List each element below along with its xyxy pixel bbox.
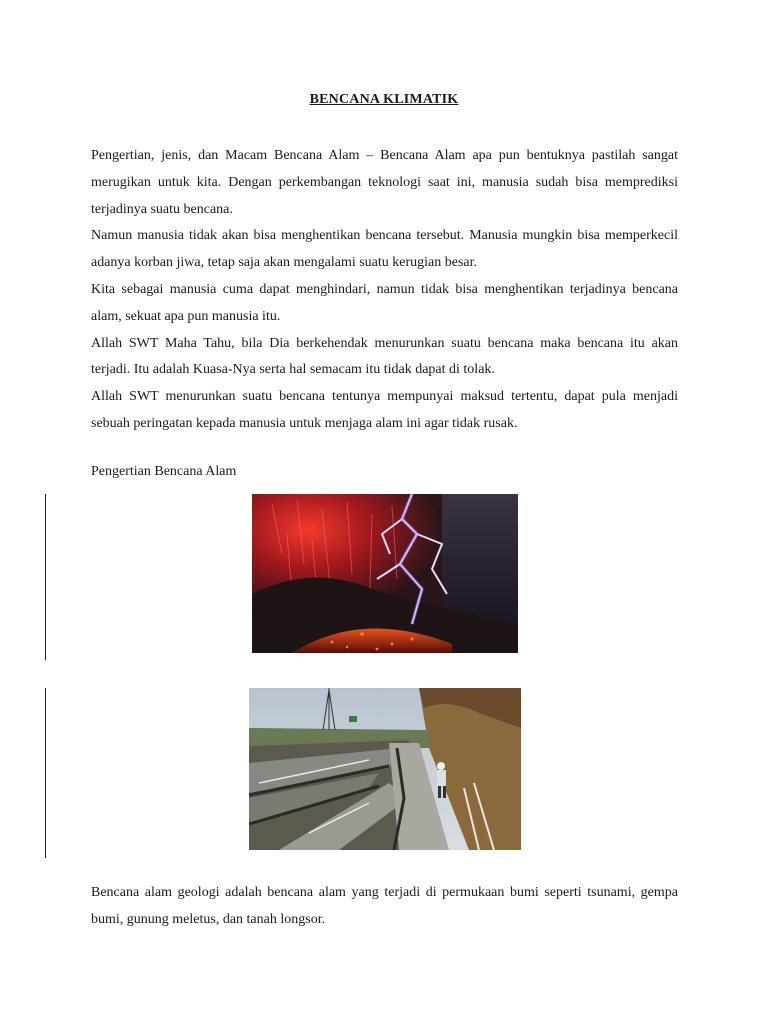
paragraph: Allah SWT Maha Tahu, bila Dia berkehendak menurunkan suatu bencana maka bencana itu akan terjadi. Itu adalah Kuasa-Nya serta hal semacam itu tidak dapat di tolak. xyxy=(91,335,678,378)
paragraph: Kita sebagai manusia cuma dapat menghindari, namun tidak bisa menghentikan terjadinya bencana alam, sekuat apa pun manusia itu. xyxy=(91,281,678,324)
page-title: BENCANA KLIMATIK xyxy=(309,92,459,107)
closing-text xyxy=(91,880,678,934)
paragraph: Pengertian, jenis, dan Macam Bencana Alam – Bencana Alam apa pun bentuknya pastilah sangat merugikan untuk kita. Dengan perkembangan teknologi saat ini, manusia sudah bisa memprediksi terjadinya suatu bencana. xyxy=(91,148,678,217)
paragraph: Allah SWT menurunkan suatu bencana tentunya mempunyai maksud tertentu, dapat pula menjadi sebuah peringatan kepada manusia untuk menjaga alam ini agar tidak rusak. xyxy=(91,389,678,431)
margin-line xyxy=(45,688,46,858)
section-heading: Pengertian Bencana Alam xyxy=(91,464,237,479)
paragraph: Namun manusia tidak akan bisa menghentikan bencana tersebut. Manusia mungkin bisa memperkecil adanya korban jiwa, tetap saja akan mengalami suatu kerugian besar. xyxy=(91,228,678,271)
paragraph: Bencana alam geologi adalah bencana alam yang terjadi di permukaan bumi seperti tsunami, gempa bumi, gunung meletus, dan tanah longsor. xyxy=(91,885,678,927)
intro-text xyxy=(91,143,678,438)
volcano-lightning-image xyxy=(252,494,518,653)
margin-line xyxy=(45,494,46,660)
cracked-road-image xyxy=(249,688,521,850)
